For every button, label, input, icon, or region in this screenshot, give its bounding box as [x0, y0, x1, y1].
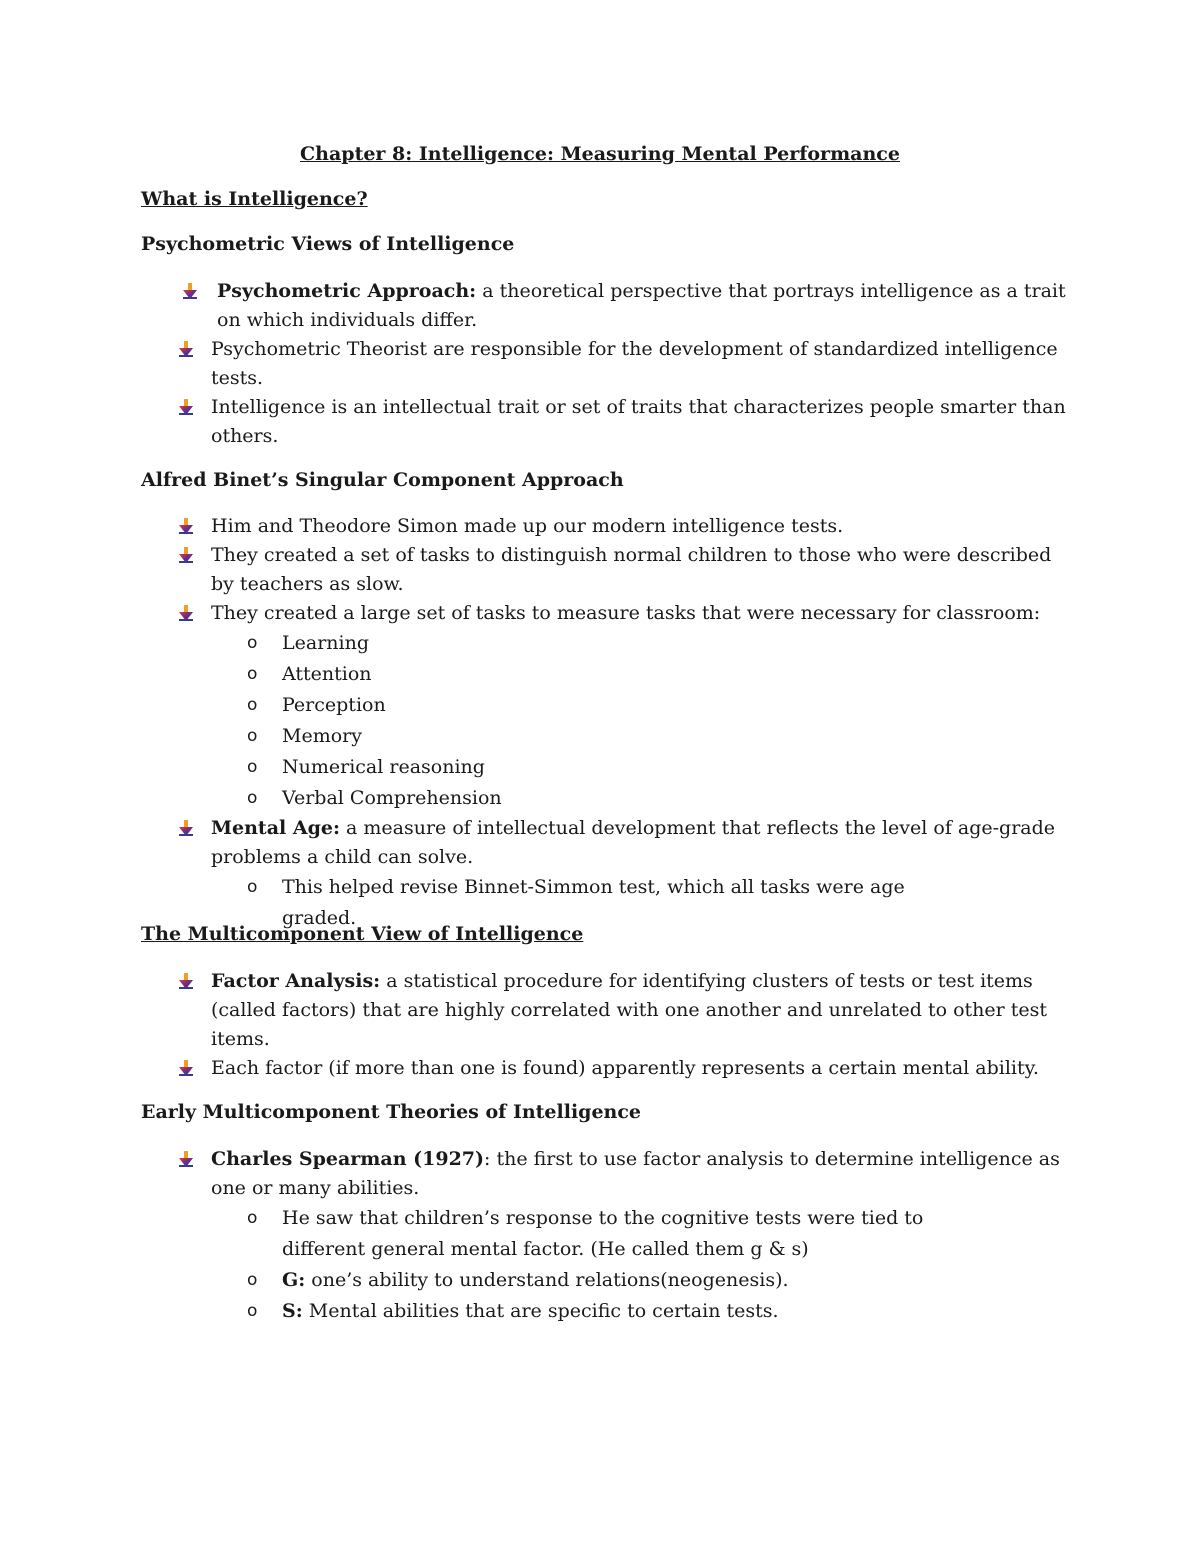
- sublist-item-text: one’s ability to understand relations(neogenesis).: [305, 1269, 789, 1291]
- list-item: [0, 335, 1200, 393]
- list-item-text: Him and Theodore Simon made up our modern intelligence tests.: [211, 515, 844, 537]
- arrow-bullet-icon: [179, 518, 193, 534]
- sublist-item-text: Attention: [282, 663, 372, 685]
- circle-bullet-icon: o: [247, 877, 258, 897]
- term-charles-spearman: Charles Spearman (1927): [211, 1148, 484, 1170]
- sublist-item: [0, 659, 1070, 690]
- arrow-bullet-icon: [179, 341, 193, 357]
- list-item-text: They created a large set of tasks to measure tasks that were necessary for classroom:: [211, 602, 1041, 624]
- arrow-bullet-icon: [179, 973, 193, 989]
- circle-bullet-icon: o: [247, 726, 258, 746]
- list-item: [0, 512, 1200, 541]
- heading-what-is-intelligence: What is Intelligence?: [141, 188, 368, 210]
- heading-binet: Alfred Binet’s Singular Component Approach: [141, 469, 624, 491]
- arrow-bullet-icon: [179, 1151, 193, 1167]
- sublist-item-text: Verbal Comprehension: [282, 787, 502, 809]
- arrow-bullet-icon: [179, 1060, 193, 1076]
- sublist-item: [0, 721, 1070, 752]
- definition-text: : the first to use factor analysis to determine intelligence as one or many abilities.: [211, 1148, 1060, 1199]
- term-s: S:: [282, 1300, 303, 1322]
- list-item: [0, 393, 1200, 451]
- sublist-item-text: Numerical reasoning: [282, 756, 485, 778]
- multicomponent-list: [0, 967, 1200, 1083]
- sublist-item: [0, 690, 1070, 721]
- term-factor-analysis: Factor Analysis:: [211, 970, 381, 992]
- circle-bullet-icon: o: [247, 664, 258, 684]
- term-psychometric-approach: Psychometric Approach:: [217, 280, 477, 302]
- list-item-text: Intelligence is an intellectual trait or set of traits that characterizes people smarter than others.: [211, 396, 1066, 447]
- sublist-item: [0, 1296, 1070, 1327]
- circle-bullet-icon: o: [247, 1270, 258, 1290]
- list-item: [0, 1054, 1200, 1083]
- sublist-item-text: Mental abilities that are specific to certain tests.: [302, 1300, 779, 1322]
- list-item: [0, 277, 1200, 335]
- circle-bullet-icon: o: [247, 1301, 258, 1321]
- list-item: [0, 541, 1200, 599]
- arrow-bullet-icon: [183, 283, 197, 299]
- arrow-bullet-icon: [179, 547, 193, 563]
- sublist-item: [0, 628, 1070, 659]
- heading-early-theories: Early Multicomponent Theories of Intelligence: [141, 1101, 642, 1123]
- arrow-bullet-icon: [179, 399, 193, 415]
- list-item-text: Each factor (if more than one is found) apparently represents a certain mental ability.: [211, 1057, 1039, 1079]
- sublist-item: [0, 1203, 1070, 1265]
- list-item: [0, 967, 1200, 1054]
- sublist-item-text: He saw that children’s response to the cognitive tests were tied to different general mental factor. (He called them g & s): [282, 1207, 924, 1260]
- sublist-item-text: Learning: [282, 632, 369, 654]
- list-item: [0, 599, 1200, 814]
- heading-psychometric-views: Psychometric Views of Intelligence: [141, 233, 515, 255]
- sublist-item: [0, 1265, 1070, 1296]
- spearman-sublist: [211, 1203, 1070, 1327]
- definition-text: a statistical procedure for identifying clusters of tests or test items (called factors) that are highly correlated with one another and unrelated to other test items.: [211, 970, 1048, 1050]
- list-item-text: Psychometric Theorist are responsible for the development of standardized intelligence tests.: [211, 338, 1058, 389]
- sublist-item-text: Perception: [282, 694, 386, 716]
- term-mental-age: Mental Age:: [211, 817, 340, 839]
- circle-bullet-icon: o: [247, 788, 258, 808]
- list-item-text: They created a set of tasks to distinguish normal children to those who were described by teachers as slow.: [211, 544, 1052, 595]
- sublist-item-text: Memory: [282, 725, 362, 747]
- classroom-tasks-sublist: [211, 628, 1070, 814]
- arrow-bullet-icon: [179, 605, 193, 621]
- sublist-item: [0, 783, 1070, 814]
- heading-multicomponent-view: The Multicomponent View of Intelligence: [141, 923, 584, 945]
- arrow-bullet-icon: [179, 820, 193, 836]
- circle-bullet-icon: o: [247, 1208, 258, 1228]
- sublist-item-text: This helped revise Binnet-Simmon test, which all tasks were age graded.: [282, 876, 905, 929]
- list-item: [0, 814, 1200, 934]
- circle-bullet-icon: o: [247, 633, 258, 653]
- binet-list: [0, 512, 1200, 934]
- page-title: Chapter 8: Intelligence: Measuring Mental Performance: [300, 143, 900, 165]
- term-g: G:: [282, 1269, 306, 1291]
- sublist-item: [0, 752, 1070, 783]
- circle-bullet-icon: o: [247, 757, 258, 777]
- early-theories-list: [0, 1145, 1200, 1327]
- definition-text: a theoretical perspective that portrays intelligence as a trait on which individuals differ.: [217, 280, 1066, 331]
- definition-text: a measure of intellectual development that reflects the level of age-grade problems a child can solve.: [211, 817, 1056, 868]
- circle-bullet-icon: o: [247, 695, 258, 715]
- psychometric-list: [0, 277, 1200, 451]
- list-item: [0, 1145, 1200, 1327]
